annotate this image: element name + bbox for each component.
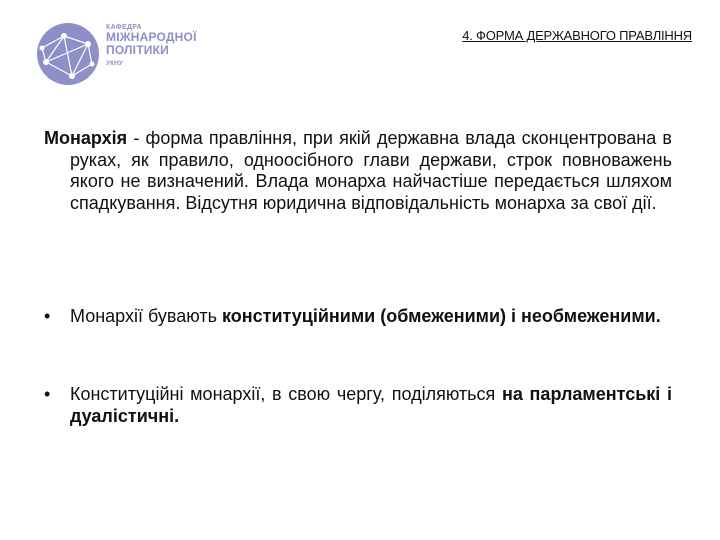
bullet-bold-text: конституційними (обмеженими) і необмеженими. <box>221 306 661 326</box>
network-globe-icon <box>36 22 100 86</box>
bullet-text: Монархії бувають <box>70 306 222 326</box>
bullet-bold-text: на парламентські і дуалістичні. <box>70 384 672 426</box>
definition-term: Монархія <box>44 128 128 148</box>
logo-line-international: МІЖНАРОДНОЇ <box>106 30 197 45</box>
definition-paragraph <box>44 128 672 214</box>
slide-title: 4. ФОРМА ДЕРЖАВНОГО ПРАВЛІННЯ <box>462 28 692 43</box>
logo-line-department: КАФЕДРА <box>106 24 142 31</box>
bullet-text: Конституційні монархії, в свою чергу, поділяються <box>70 384 502 404</box>
logo-text <box>106 24 197 67</box>
bullet-item <box>44 384 672 427</box>
department-logo <box>36 22 197 92</box>
logo-line-university: УКНУ <box>106 59 123 67</box>
definition-text: - форма правління, при якій державна влада сконцентрована в руках, як правило, одноосібного глави держави, строк повноважень якого не визначений. Влада монарха найчастіше передається шляхом спадкування. Відсутня юридична відповідальність монарха за свої дії. <box>70 128 672 213</box>
bullet-marker: • <box>44 306 51 326</box>
bullet-marker: • <box>44 384 51 404</box>
bullet-item <box>44 306 672 328</box>
logo-line-politics: ПОЛІТИКИ <box>106 42 169 57</box>
